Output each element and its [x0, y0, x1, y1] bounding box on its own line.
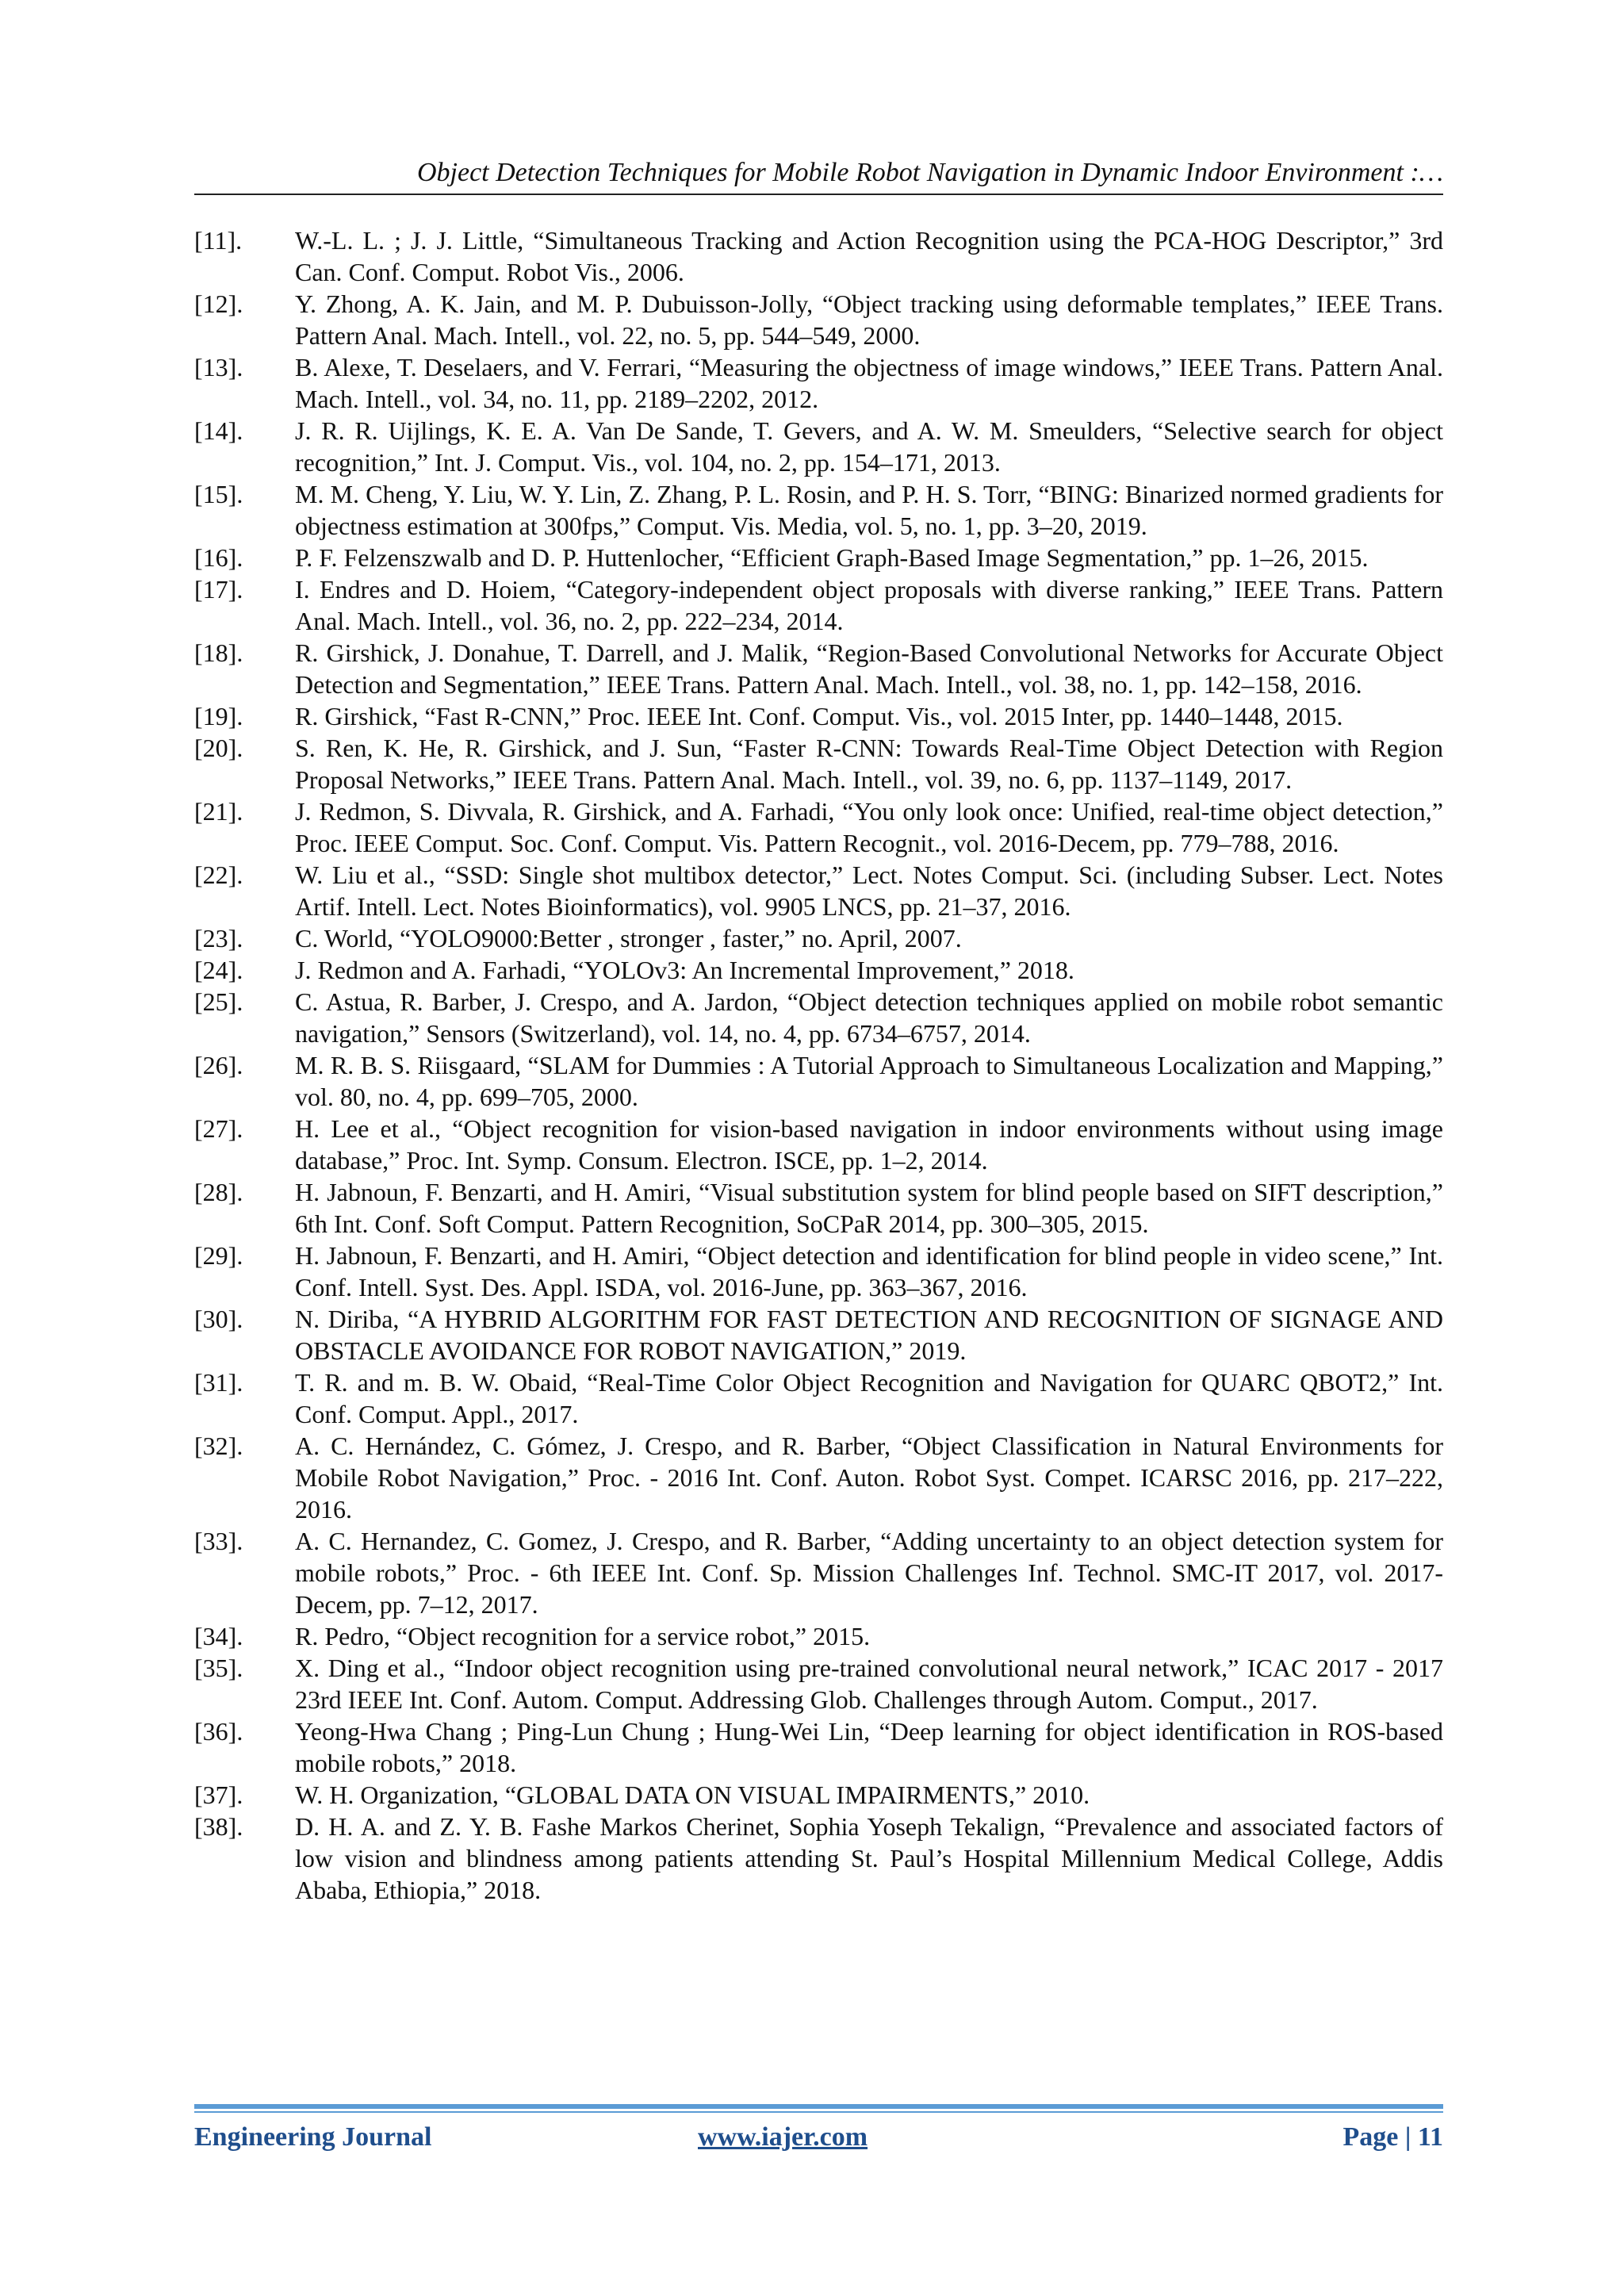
reference-text: C. World, “YOLO9000:Better , stronger , faster,” no. April, 2007. [295, 924, 962, 953]
reference-number: [36]. [194, 1717, 243, 1746]
reference-number: [27]. [194, 1114, 243, 1143]
reference-text: M. R. B. S. Riisgaard, “SLAM for Dummies : A Tutorial Approach to Simultaneous Localization and Mapping,” vol. 80, no. 4, pp. 699–705, 2000. [295, 1051, 1443, 1111]
reference-number: [13]. [194, 353, 243, 381]
reference-number: [29]. [194, 1241, 243, 1270]
reference-number: [20]. [194, 734, 243, 762]
reference-text: T. R. and m. B. W. Obaid, “Real-Time Color Object Recognition and Navigation for QUARC QBOT2,” Int. Conf. Comput. Appl., 2017. [295, 1368, 1443, 1428]
reference-number: [32]. [194, 1432, 243, 1460]
reference-number: [18]. [194, 638, 243, 667]
reference-text: D. H. A. and Z. Y. B. Fashe Markos Cherinet, Sophia Yoseph Tekalign, “Prevalence and associated factors of low vision and blindness among patients attending St. Paul’s Hospital Millennium Medical College, Addis Ababa, Ethiopia,” 2018. [295, 1812, 1443, 1904]
reference-item [194, 637, 1443, 700]
reference-number: [24]. [194, 956, 243, 984]
reference-text: R. Girshick, “Fast R-CNN,” Proc. IEEE Int. Conf. Comput. Vis., vol. 2015 Inter, pp. 1440–1448, 2015. [295, 702, 1343, 730]
reference-number: [28]. [194, 1178, 243, 1206]
reference-number: [14]. [194, 416, 243, 445]
reference-item [194, 1366, 1443, 1430]
reference-item [194, 1430, 1443, 1525]
reference-text: H. Lee et al., “Object recognition for vision-based navigation in indoor environments without using image database,” Proc. Int. Symp. Consum. Electron. ISCE, pp. 1–2, 2014. [295, 1114, 1443, 1175]
reference-item [194, 351, 1443, 415]
reference-number: [12]. [194, 289, 243, 318]
reference-item [194, 1240, 1443, 1303]
reference-item [194, 1176, 1443, 1240]
reference-number: [11]. [194, 226, 243, 255]
footer-divider-thin [194, 2111, 1443, 2113]
reference-text: Y. Zhong, A. K. Jain, and M. P. Dubuisson-Jolly, “Object tracking using deformable templates,” IEEE Trans. Pattern Anal. Mach. Intell., vol. 22, no. 5, pp. 544–549, 2000. [295, 289, 1443, 350]
reference-text: J. Redmon, S. Divvala, R. Girshick, and A. Farhadi, “You only look once: Unified, real-time object detection,” Proc. IEEE Comput. Soc. Conf. Comput. Vis. Pattern Recognit., vol. 2016-Decem, pp. 779–788, 2016. [295, 797, 1443, 857]
reference-text: A. C. Hernández, C. Gómez, J. Crespo, and R. Barber, “Object Classification in Natural Environments for Mobile Robot Navigation,” Proc. - 2016 Int. Conf. Auton. Robot Syst. Compet. ICARSC 2016, pp. 217–222, 2016. [295, 1432, 1443, 1524]
reference-text: S. Ren, K. He, R. Girshick, and J. Sun, “Faster R-CNN: Towards Real-Time Object Detection with Region Proposal Networks,” IEEE Trans. Pattern Anal. Mach. Intell., vol. 39, no. 6, pp. 1137–1149, 2017. [295, 734, 1443, 794]
reference-number: [30]. [194, 1305, 243, 1333]
running-header-title: Object Detection Techniques for Mobile Robot Navigation in Dynamic Indoor Environment :… [417, 158, 1443, 187]
header-divider [194, 194, 1443, 195]
reference-number: [33]. [194, 1527, 243, 1555]
reference-item [194, 954, 1443, 986]
reference-item [194, 1620, 1443, 1652]
reference-text: P. F. Felzenszwalb and D. P. Huttenlocher, “Efficient Graph-Based Image Segmentation,” pp. 1–26, 2015. [295, 543, 1369, 572]
reference-item [194, 732, 1443, 795]
reference-item [194, 922, 1443, 954]
reference-item [194, 1113, 1443, 1176]
reference-item [194, 1652, 1443, 1715]
reference-item [194, 1525, 1443, 1620]
reference-item [194, 1715, 1443, 1779]
reference-item [194, 700, 1443, 732]
reference-item [194, 1049, 1443, 1113]
reference-number: [16]. [194, 543, 243, 572]
reference-item [194, 1303, 1443, 1366]
reference-item [194, 288, 1443, 351]
reference-item [194, 795, 1443, 859]
reference-number: [21]. [194, 797, 243, 826]
reference-number: [26]. [194, 1051, 243, 1079]
footer-page-number: Page | 11 [1342, 2122, 1443, 2152]
reference-item [194, 1811, 1443, 1906]
reference-number: [25]. [194, 987, 243, 1016]
reference-number: [19]. [194, 702, 243, 730]
reference-text: R. Pedro, “Object recognition for a service robot,” 2015. [295, 1622, 871, 1650]
reference-text: N. Diriba, “A HYBRID ALGORITHM FOR FAST DETECTION AND RECOGNITION OF SIGNAGE AND OBSTACLE AVOIDANCE FOR ROBOT NAVIGATION,” 2019. [295, 1305, 1443, 1365]
reference-number: [23]. [194, 924, 243, 953]
reference-item [194, 986, 1443, 1049]
reference-number: [22]. [194, 861, 243, 889]
reference-text: Yeong-Hwa Chang ; Ping-Lun Chung ; Hung-Wei Lin, “Deep learning for object identification in ROS-based mobile robots,” 2018. [295, 1717, 1443, 1777]
reference-item [194, 478, 1443, 542]
reference-number: [31]. [194, 1368, 243, 1397]
reference-number: [17]. [194, 575, 243, 604]
reference-text: W.-L. L. ; J. J. Little, “Simultaneous Tracking and Action Recognition using the PCA-HOG Descriptor,” 3rd Can. Conf. Comput. Robot Vis., 2006. [295, 226, 1443, 286]
reference-list [194, 224, 1443, 1906]
reference-text: H. Jabnoun, F. Benzarti, and H. Amiri, “Visual substitution system for blind people based on SIFT description,” 6th Int. Conf. Soft Comput. Pattern Recognition, SoCPaR 2014, pp. 300–305, 2015. [295, 1178, 1443, 1238]
reference-item [194, 224, 1443, 288]
page-footer [194, 2119, 1443, 2156]
reference-text: W. H. Organization, “GLOBAL DATA ON VISUAL IMPAIRMENTS,” 2010. [295, 1780, 1090, 1809]
footer-website-link[interactable]: www.iajer.com [698, 2122, 868, 2152]
reference-text: J. R. R. Uijlings, K. E. A. Van De Sande, T. Gevers, and A. W. M. Smeulders, “Selective search for object recognition,” Int. J. Comput. Vis., vol. 104, no. 2, pp. 154–171, 2013. [295, 416, 1443, 477]
reference-number: [38]. [194, 1812, 243, 1841]
reference-text: I. Endres and D. Hoiem, “Category-independent object proposals with diverse ranking,” IEEE Trans. Pattern Anal. Mach. Intell., vol. 36, no. 2, pp. 222–234, 2014. [295, 575, 1443, 635]
reference-item [194, 415, 1443, 478]
reference-text: X. Ding et al., “Indoor object recognition using pre-trained convolutional neural network,” ICAC 2017 - 2017 23rd IEEE Int. Conf. Autom. Comput. Addressing Glob. Challenges through Autom. Comput., 2017. [295, 1654, 1443, 1714]
reference-text: B. Alexe, T. Deselaers, and V. Ferrari, “Measuring the objectness of image windows,” IEEE Trans. Pattern Anal. Mach. Intell., vol. 34, no. 11, pp. 2189–2202, 2012. [295, 353, 1443, 413]
reference-number: [35]. [194, 1654, 243, 1682]
footer-journal-name: Engineering Journal [194, 2122, 432, 2152]
reference-text: J. Redmon and A. Farhadi, “YOLOv3: An Incremental Improvement,” 2018. [295, 956, 1074, 984]
reference-text: C. Astua, R. Barber, J. Crespo, and A. Jardon, “Object detection techniques applied on mobile robot semantic navigation,” Sensors (Switzerland), vol. 14, no. 4, pp. 6734–6757, 2014. [295, 987, 1443, 1048]
reference-text: A. C. Hernandez, C. Gomez, J. Crespo, and R. Barber, “Adding uncertainty to an object detection system for mobile robots,” Proc. - 6th IEEE Int. Conf. Sp. Mission Challenges Inf. Technol. SMC-IT 2017, vol. 2017-Decem, pp. 7–12, 2017. [295, 1527, 1443, 1619]
reference-text: R. Girshick, J. Donahue, T. Darrell, and J. Malik, “Region-Based Convolutional Networks for Accurate Object Detection and Segmentation,” IEEE Trans. Pattern Anal. Mach. Intell., vol. 38, no. 1, pp. 142–158, 2016. [295, 638, 1443, 699]
reference-item [194, 542, 1443, 573]
reference-number: [15]. [194, 480, 243, 508]
reference-item [194, 859, 1443, 922]
reference-text: W. Liu et al., “SSD: Single shot multibox detector,” Lect. Notes Comput. Sci. (including Subser. Lect. Notes Artif. Intell. Lect. Notes Bioinformatics), vol. 9905 LNCS, pp. 21–37, 2016. [295, 861, 1443, 921]
reference-number: [37]. [194, 1780, 243, 1809]
reference-text: M. M. Cheng, Y. Liu, W. Y. Lin, Z. Zhang, P. L. Rosin, and P. H. S. Torr, “BING: Binarized normed gradients for objectness estimation at 300fps,” Comput. Vis. Media, vol. 5, no. 1, pp. 3–20, 2019. [295, 480, 1443, 540]
reference-item [194, 1779, 1443, 1811]
reference-number: [34]. [194, 1622, 243, 1650]
reference-item [194, 573, 1443, 637]
footer-divider-thick [194, 2104, 1443, 2109]
reference-text: H. Jabnoun, F. Benzarti, and H. Amiri, “Object detection and identification for blind people in video scene,” Int. Conf. Intell. Syst. Des. Appl. ISDA, vol. 2016-June, pp. 363–367, 2016. [295, 1241, 1443, 1301]
